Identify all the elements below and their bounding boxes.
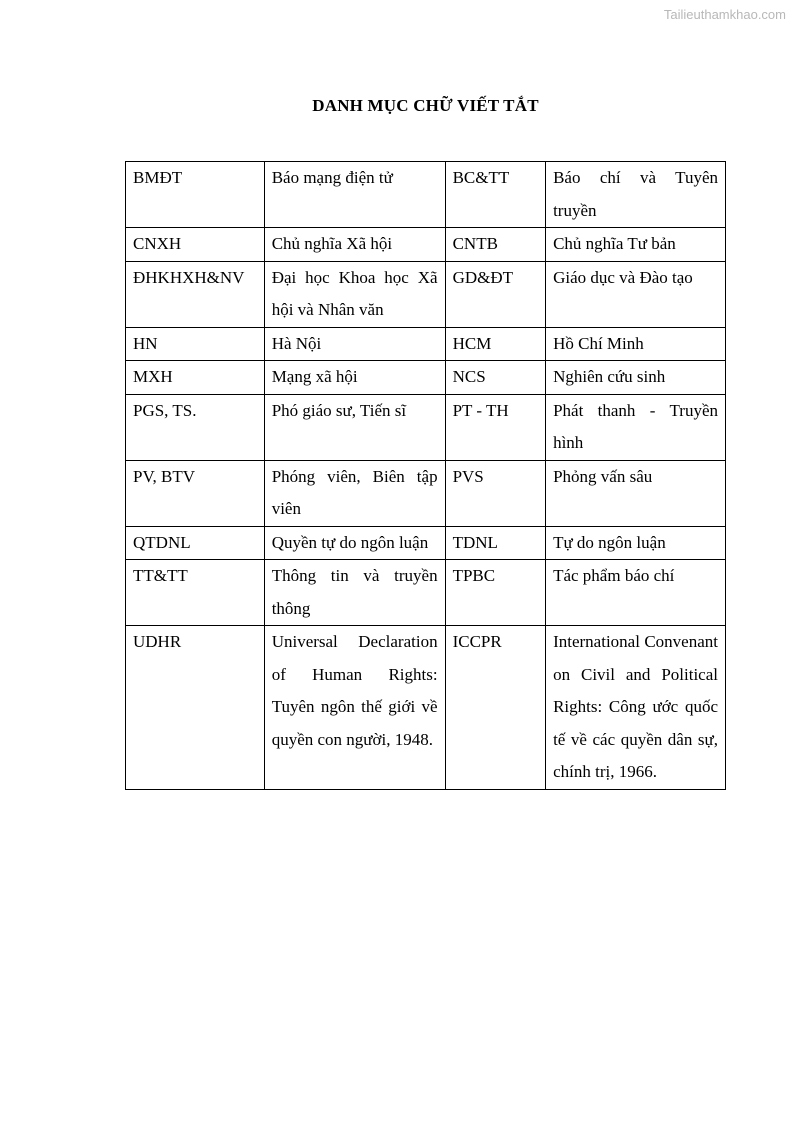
meaning-cell: Tự do ngôn luận (546, 526, 726, 560)
meaning-cell: Đại học Khoa học Xã hội và Nhân văn (264, 261, 445, 327)
abbreviation-cell: TT&TT (126, 560, 265, 626)
table-row (126, 361, 726, 395)
meaning-cell: Phát thanh - Truyền hình (546, 394, 726, 460)
abbreviation-cell: PVS (445, 460, 546, 526)
table-row (126, 526, 726, 560)
abbreviation-cell: QTDNL (126, 526, 265, 560)
meaning-cell: Tác phẩm báo chí (546, 560, 726, 626)
meaning-cell: Phó giáo sư, Tiến sĩ (264, 394, 445, 460)
meaning-cell: Chủ nghĩa Tư bản (546, 228, 726, 262)
meaning-cell: Nghiên cứu sinh (546, 361, 726, 395)
abbreviation-cell: CNXH (126, 228, 265, 262)
meaning-cell: Giáo dục và Đào tạo (546, 261, 726, 327)
meaning-cell: Thông tin và truyền thông (264, 560, 445, 626)
page-title: DANH MỤC CHỮ VIẾT TẮT (312, 96, 539, 115)
abbreviation-cell: BC&TT (445, 162, 546, 228)
meaning-cell: Hồ Chí Minh (546, 327, 726, 361)
table-row (126, 162, 726, 228)
meaning-cell: Mạng xã hội (264, 361, 445, 395)
abbreviation-cell: BMĐT (126, 162, 265, 228)
abbreviation-cell: HCM (445, 327, 546, 361)
meaning-cell: Báo chí và Tuyên truyền (546, 162, 726, 228)
watermark: Tailieuthamkhao.com (663, 7, 786, 22)
abbreviation-cell: ICCPR (445, 626, 546, 790)
meaning-cell: Quyền tự do ngôn luận (264, 526, 445, 560)
table-row (126, 460, 726, 526)
abbreviation-cell: ĐHKHXH&NV (126, 261, 265, 327)
table-row (126, 228, 726, 262)
meaning-cell: Phỏng vấn sâu (546, 460, 726, 526)
abbreviation-cell: HN (126, 327, 265, 361)
table-row (126, 560, 726, 626)
meaning-cell: Chủ nghĩa Xã hội (264, 228, 445, 262)
table-row (126, 394, 726, 460)
abbreviation-cell: GD&ĐT (445, 261, 546, 327)
table-row (126, 327, 726, 361)
meaning-cell: Phóng viên, Biên tập viên (264, 460, 445, 526)
abbreviation-cell: PGS, TS. (126, 394, 265, 460)
abbreviation-cell: PT - TH (445, 394, 546, 460)
meaning-cell: Hà Nội (264, 327, 445, 361)
abbreviation-cell: TDNL (445, 526, 546, 560)
abbreviation-cell: UDHR (126, 626, 265, 790)
table-row (126, 261, 726, 327)
meaning-cell: Universal Declaration of Human Rights: Tuyên ngôn thế giới về quyền con người, 1948. (264, 626, 445, 790)
abbreviation-cell: CNTB (445, 228, 546, 262)
meaning-cell: Báo mạng điện tử (264, 162, 445, 228)
abbreviation-cell: PV, BTV (126, 460, 265, 526)
abbreviation-cell: TPBC (445, 560, 546, 626)
abbreviation-cell: NCS (445, 361, 546, 395)
abbreviation-table (125, 161, 726, 790)
abbreviation-cell: MXH (126, 361, 265, 395)
meaning-cell: International Convenant on Civil and Political Rights: Công ước quốc tế về các quyền dân sự, chính trị, 1966. (546, 626, 726, 790)
table-row (126, 626, 726, 790)
